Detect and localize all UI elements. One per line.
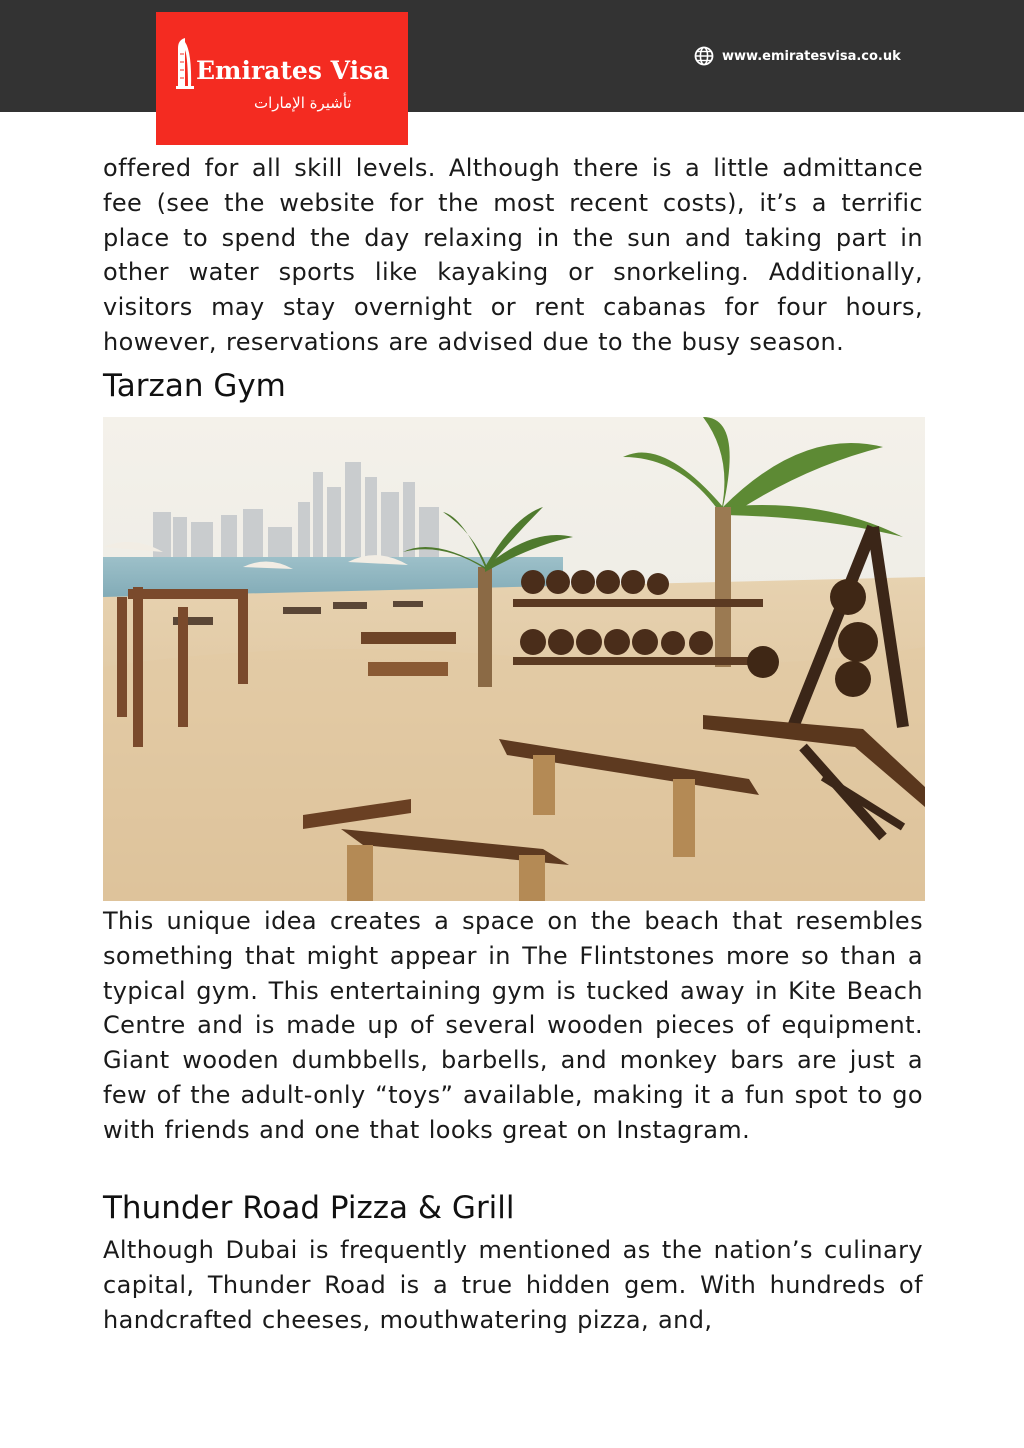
tarzan-gym-section xyxy=(103,904,923,1148)
logo[interactable] xyxy=(156,12,408,145)
thunder-road-paragraph: Although Dubai is frequently mentioned as the nation’s culinary capital, Thunder Road is a true hidden gem. With hundreds of handcrafted cheeses, mouthwatering pizza, and, xyxy=(103,1236,923,1334)
website-url: www.emiratesvisa.co.uk xyxy=(722,48,901,64)
intro-paragraph: offered for all skill levels. Although there is a little admittance fee (see the website for the most recent costs), it’s a terrific place to spend the day relaxing in the sun and taking part in other water sports like kayaking or snorkeling. Additionally, visitors may stay overnight or rent cabanas for four hours, however, reservations are advised due to the busy season. xyxy=(103,154,923,356)
burj-al-arab-icon xyxy=(174,38,196,90)
tarzan-gym-heading: Tarzan Gym xyxy=(103,368,286,404)
tarzan-gym-heading-block xyxy=(103,366,923,406)
tarzan-gym-paragraph: This unique idea creates a space on the beach that resembles something that might appear in The Flintstones more so than a typical gym. This entertaining gym is tucked away in Kite Beach Centre and is made up of several wooden pieces of equipment. Giant wooden dumbbells, barbells, and monkey bars are just a few of the adult-only “toys” available, making it a fun spot to go with friends and one that looks great on Instagram. xyxy=(103,907,923,1144)
intro-section xyxy=(103,151,923,360)
thunder-road-section xyxy=(103,1233,923,1337)
logo-arabic-subtitle: تأشيرة الإمارات xyxy=(254,94,352,112)
website-link[interactable] xyxy=(694,46,901,66)
thunder-road-heading: Thunder Road Pizza & Grill xyxy=(103,1190,515,1226)
thunder-road-heading-block xyxy=(103,1188,923,1228)
globe-icon xyxy=(694,46,714,66)
header-bar xyxy=(0,0,1024,112)
logo-title: Emirates Visa xyxy=(196,56,390,85)
tarzan-gym-photo xyxy=(103,417,925,901)
